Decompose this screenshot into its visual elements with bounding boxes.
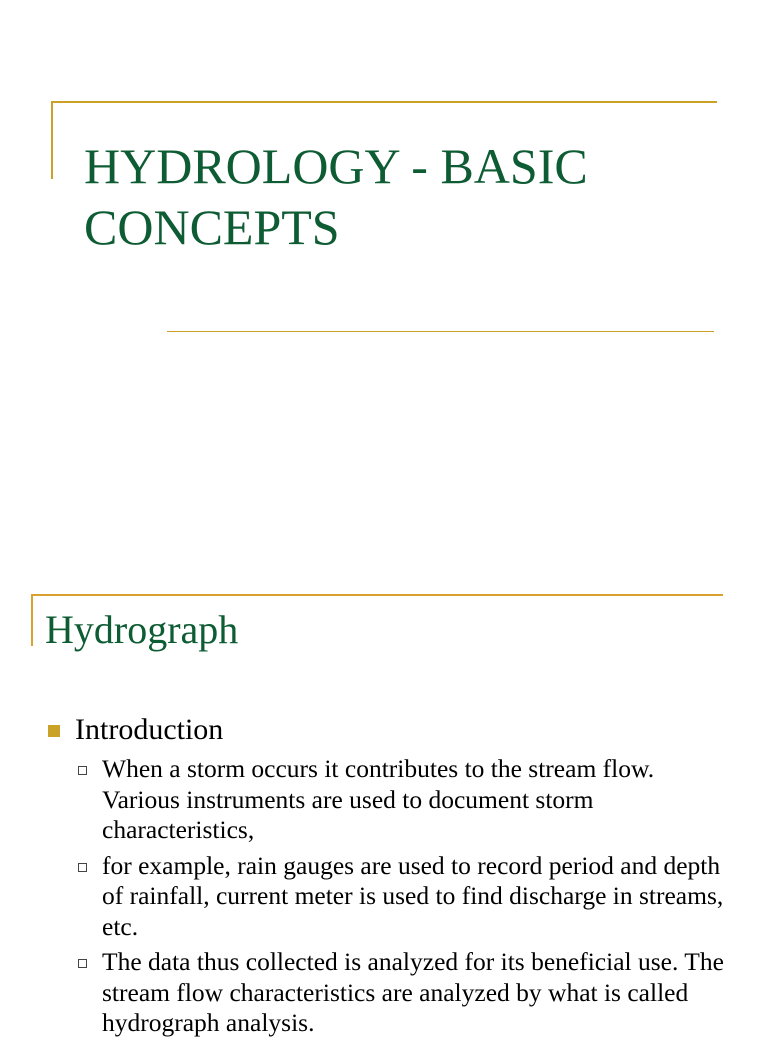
title-underline-rule [167, 331, 714, 332]
hollow-square-bullet-icon [78, 863, 87, 872]
hollow-square-bullet-icon [78, 766, 87, 775]
sub-bullet-text: The data thus collected is analyzed for its beneficial use. The stream flow characteristics are analyzed by what is called hydrograph analysis. [102, 947, 724, 1037]
title-frame-top-rule [51, 101, 717, 103]
bullet-introduction: Introduction [75, 713, 224, 746]
sub-bullet-text: When a storm occurs it contributes to the stream flow. Various instruments are used to document storm characteristics, [102, 754, 655, 844]
heading-frame-top-rule [31, 594, 723, 596]
sub-bullet-item [102, 947, 732, 1039]
heading-frame-left-rule [31, 594, 33, 646]
slide-heading: Hydrograph [45, 607, 239, 652]
sub-bullet-text: for example, rain gauges are used to record period and depth of rainfall, current meter is used to find discharge in streams, etc. [102, 850, 724, 941]
sub-bullet-item [102, 851, 732, 943]
slide-title: HYDROLOGY - BASIC CONCEPTS [84, 138, 588, 255]
title-frame-left-rule [51, 101, 53, 179]
square-bullet-icon [48, 725, 60, 737]
sub-bullet-item [102, 754, 732, 846]
hollow-square-bullet-icon [78, 959, 87, 968]
sub-bullet-list [0, 754, 768, 1044]
